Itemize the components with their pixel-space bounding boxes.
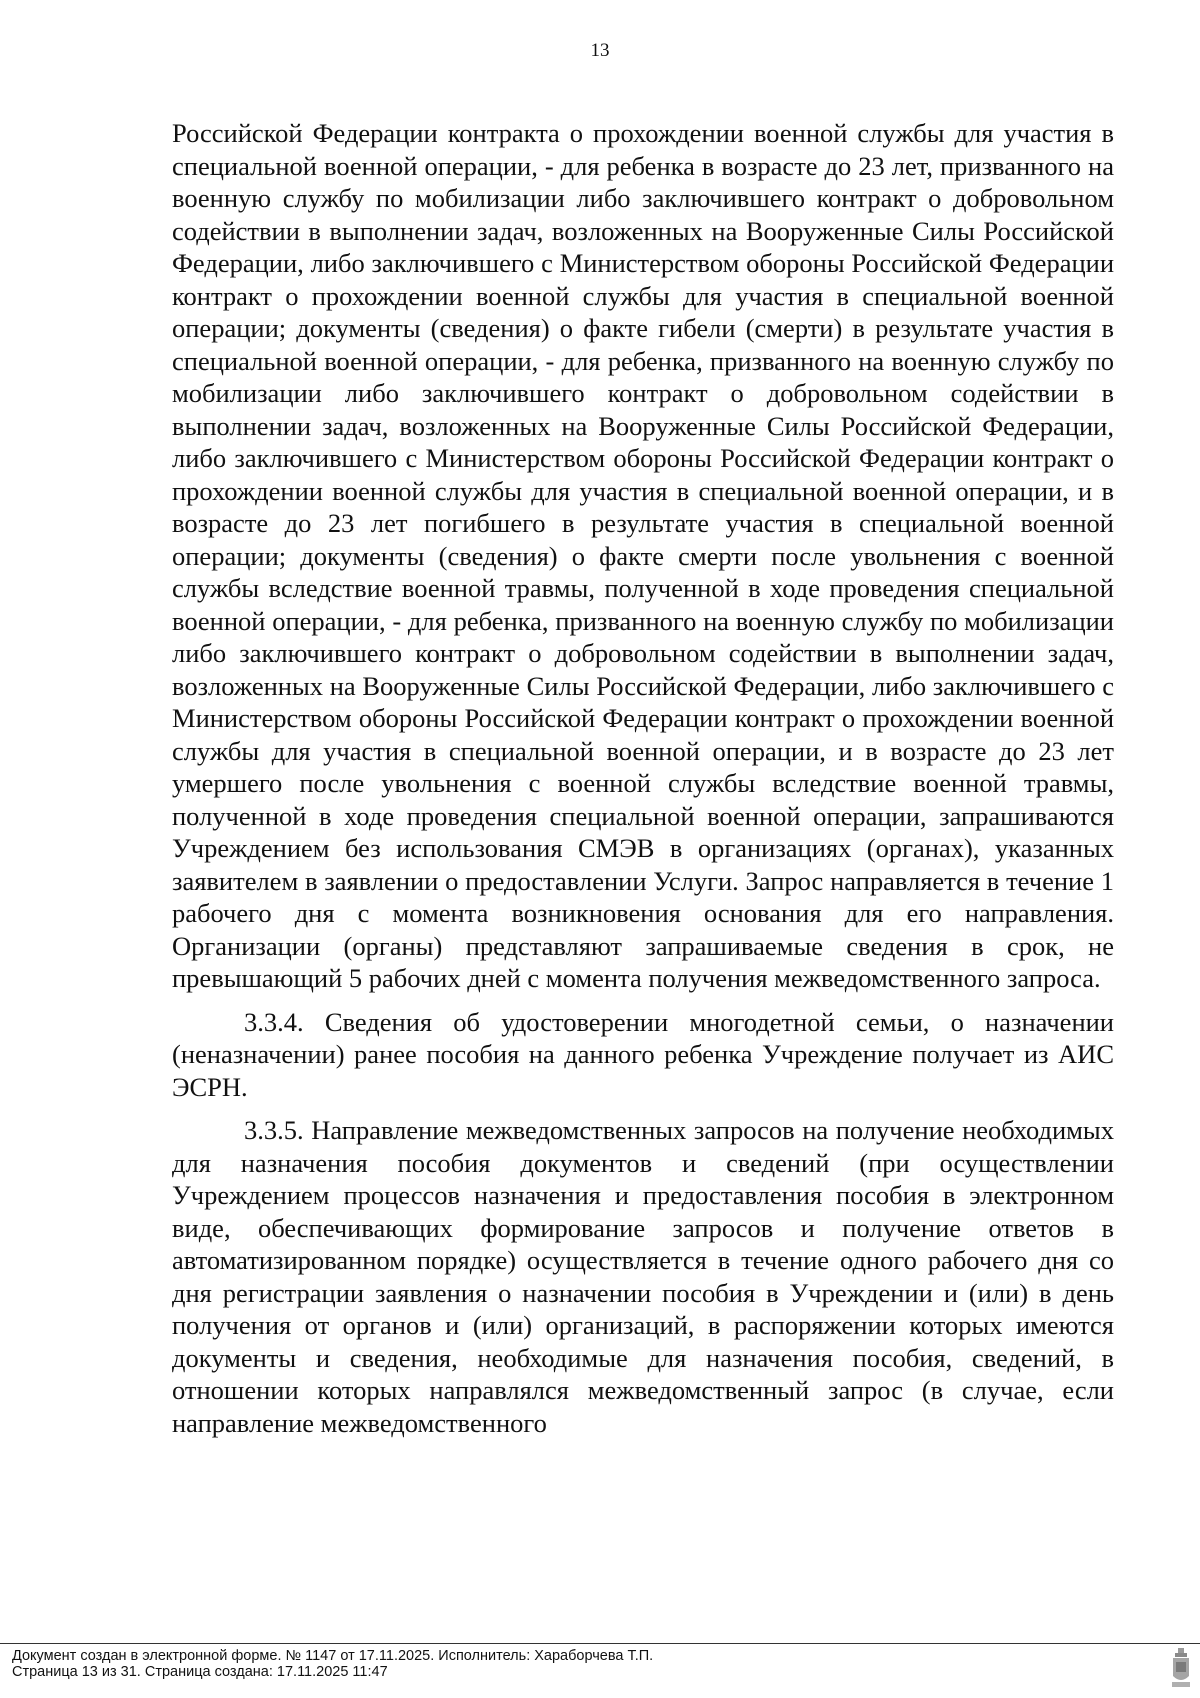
paragraph-continuation: Российской Федерации контракта о прохождении военной службы для участия в специальной военной операции, - для ребенка в возрасте до 23 лет, призванного на военную службу по мобилизации либо заключившего контракт о добровольном содействии в выполнении задач, возложенных на Вооруженные Силы Российской Федерации, либо заключившего с Министерством обороны Российской Федерации контракт о прохождении военной службы для участия в специальной военной операции; документы (сведения) о факте гибели (смерти) в результате участия в специальной военной операции, - для ребенка, призванного на военную службу по мобилизации либо заключившего контракт о добровольном содействии в выполнении задач, возложенных на Вооруженные Силы Российской Федерации, либо заключившего с Министерством обороны Российской Федерации контракт о прохождении военной службы для участия в специальной военной операции, и в возрасте до 23 лет погибшего в результате участия в специальной военной операции; документы (сведения) о факте смерти после увольнения с военной службы вследствие военной травмы, полученной в ходе проведения специальной военной операции, - для ребенка, призванного на военную службу по мобилизации либо заключившего контракт о добровольном содействии в выполнении задач, возложенных на Вооруженные Силы Российской Федерации, либо заключившего с Министерством обороны Российской Федерации контракт о прохождении военной службы для участия в специальной военной операции, и в возрасте до 23 лет умершего после увольнения с военной службы вследствие военной травмы, полученной в ходе проведения специальной военной операции, запрашиваются Учреждением без использования СМЭВ в организациях (органах), указанных заявителем в заявлении о предоставлении Услуги. Запрос направляется в течение 1 рабочего дня с момента возникновения основания для его направления. Организации (органы) представляют запрашиваемые сведения в срок, не превышающий 5 рабочих дней с момента получения межведомственного запроса.: [172, 118, 1114, 993]
footer-page-info: Страница 13 из 31. Страница создана: 17.11.2025 11:47: [12, 1664, 388, 1680]
footer-divider: [0, 1643, 1200, 1644]
paragraph-3-3-4: 3.3.4. Сведения об удостоверении многодетной семьи, о назначении (неназначении) ранее пособия на данного ребенка Учреждение получает из АИС ЭСРН.: [172, 1006, 1114, 1102]
paragraph-3-3-5: 3.3.5. Направление межведомственных запросов на получение необходимых для назначения пособия документов и сведений (при осуществлении Учреждением процессов назначения и предоставления пособия в электронном виде, обеспечивающих формирование запросов и получение ответов в автоматизированном порядке) осуществляется в течение одного рабочего дня со дня регистрации заявления о назначении пособия в Учреждении и (или) в день получения от органов и (или) организаций, в распоряжении которых имеются документы и сведения, необходимые для назначения пособия, сведений, в отношении которых направлялся межведомственный запрос (в случае, если направление межведомственного: [172, 1115, 1114, 1438]
document-footer: [12, 1648, 653, 1680]
page-number: 13: [590, 40, 610, 61]
document-body: [172, 117, 1114, 1439]
coat-of-arms-icon: [1170, 1648, 1192, 1688]
footer-document-info: Документ создан в электронной форме. № 1147 от 17.11.2025. Исполнитель: Хараборчева Т.П.: [12, 1648, 654, 1664]
